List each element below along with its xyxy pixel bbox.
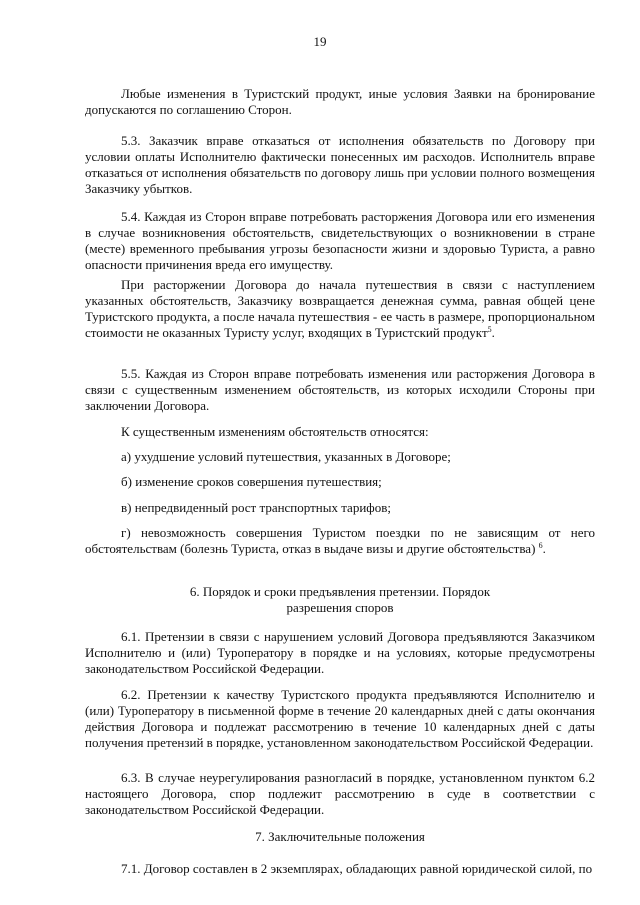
paragraph-termination-refund: При расторжении Договора до начала путешествия в связи с наступлением указанных обстоятельств, Заказчику возвращается денежная сумма, равная общей цене Туристского продукта, а после начала путешествия - ее часть в размере, пропорциональном стоимости не оказанных Туристу услуг, входящих в Туристский продукт$^5$.	[85, 277, 595, 340]
list-item-d-text: г) невозможность совершения Туристом поездки по не зависящим от него обстоятельствам (болезнь Туриста, отказ в выдаче визы и другие обстоятельства)	[85, 525, 595, 556]
paragraph-7-1: 7.1. Договор составлен в 2 экземплярах, обладающих равной юридической силой, по	[121, 861, 593, 876]
paragraph-product-changes: Любые изменения в Туристский продукт, иные условия Заявки на бронирование допускаются по соглашению Сторон.	[85, 86, 595, 117]
section-7-heading: 7. Заключительные положения	[255, 829, 425, 844]
paragraph-6-3: 6.3. В случае неурегулирования разногласий в порядке, установленном пунктом 6.2 настоящего Договора, спор подлежит рассмотрению в суде в соответствии с законодательством Российской Федерации.	[85, 770, 595, 817]
paragraph-5-5: 5.5. Каждая из Сторон вправе потребовать изменения или расторжения Договора в связи с существенным изменением обстоятельств, из которых исходили Стороны при заключении Договора.	[85, 366, 595, 413]
paragraph-changes-intro: К существенным изменениям обстоятельств относятся:	[121, 424, 429, 439]
list-item-a: а) ухудшение условий путешествия, указанных в Договоре;	[121, 449, 451, 464]
section-6-heading-line2: разрешения споров	[286, 600, 394, 615]
paragraph-5-3: 5.3. Заказчик вправе отказаться от исполнения обязательств по Договору при условии оплаты Исполнителю фактически понесенных им расходов. Исполнитель вправе отказаться от исполнения обязательств по договору лишь при условии полного возмещения Заказчику убытков.	[85, 133, 595, 196]
section-6-heading	[85, 584, 595, 616]
paragraph-6-1: 6.1. Претензии в связи с нарушением условий Договора предъявляются Заказчиком Исполнителю и (или) Туроператору в порядке и на условиях, которые предусмотрены законодательством Российской Федерации.	[85, 629, 595, 676]
section-6-heading-line1: 6. Порядок и сроки предъявления претензии. Порядок	[189, 584, 491, 599]
paragraph-5-4: 5.4. Каждая из Сторон вправе потребовать расторжения Договора или его изменения в случае возникновения обстоятельств, свидетельствующих о возникновении в стране (месте) временного пребывания угрозы безопасности жизни и здоровью Туриста, а равно опасности причинения вреда его имуществу.	[85, 209, 595, 272]
footnote-ref-5: 5	[487, 325, 492, 334]
page-number: 19	[313, 34, 327, 49]
footnote-ref-6: 6	[538, 541, 543, 550]
list-item-d: г) невозможность совершения Туристом поездки по не зависящим от него обстоятельствам (болезнь Туриста, отказ в выдаче визы и другие обстоятельства) $^6$.	[85, 525, 595, 556]
paragraph-6-2: 6.2. Претензии к качеству Туристского продукта предъявляются Исполнителю и (или) Туроператору в письменной форме в течение 20 календарных дней с даты окончания действия Договора и подлежат рассмотрению в течение 10 календарных дней с даты получения претензий в порядке, установленном законодательством Российской Федерации.	[85, 687, 595, 750]
paragraph-termination-refund-text: При расторжении Договора до начала путешествия в связи с наступлением указанных обстоятельств, Заказчику возвращается денежная сумма, равная общей цене Туристского продукта, а после начала путешествия - ее часть в размере, пропорциональном стоимости не оказанных Туристу услуг, входящих в Туристский продукт	[85, 277, 595, 340]
list-item-c: в) непредвиденный рост транспортных тарифов;	[121, 500, 391, 515]
list-item-b: б) изменение сроков совершения путешествия;	[121, 474, 382, 489]
